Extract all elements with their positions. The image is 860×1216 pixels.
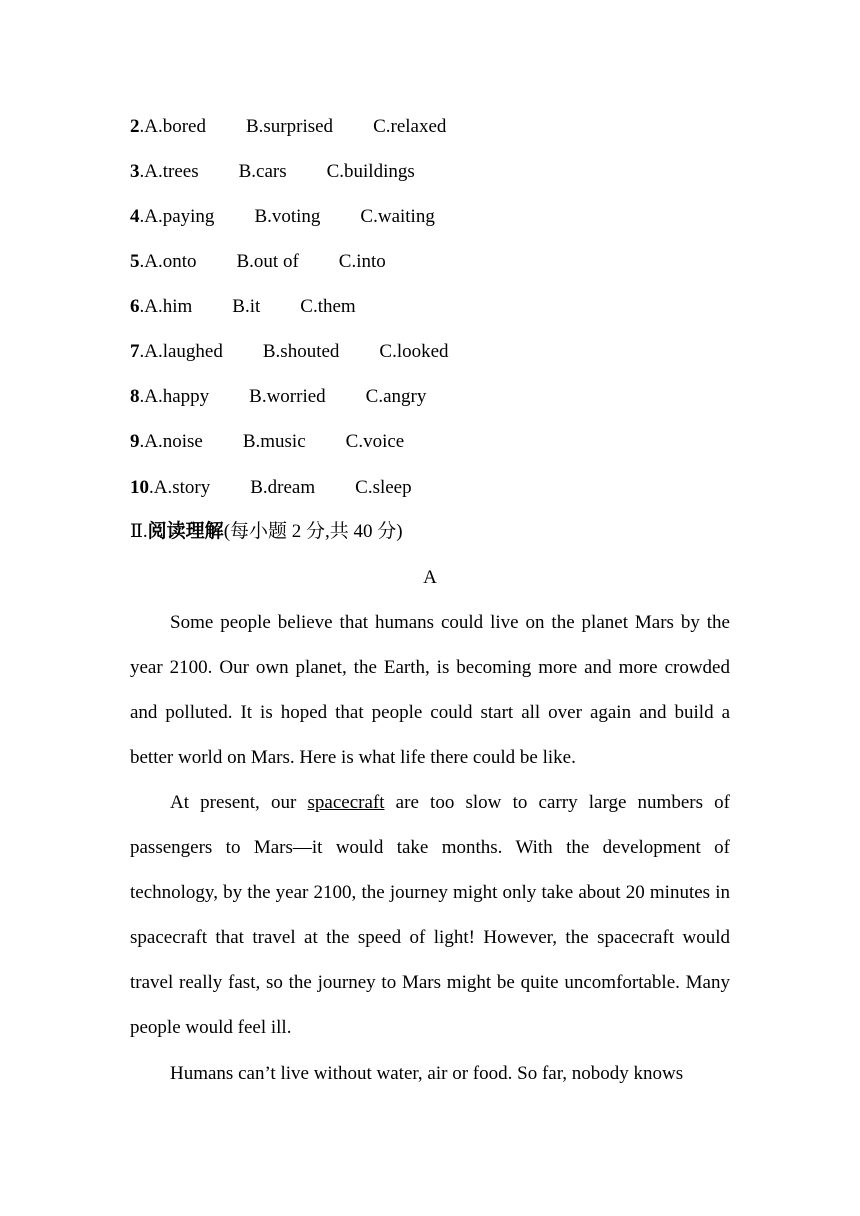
option-b: B.voting	[254, 206, 321, 227]
paragraph-3: Humans can’t live without water, air or food. So far, nobody knows	[170, 1063, 684, 1084]
paragraph-2-start: At present, our	[170, 792, 308, 813]
question-row: 6.A.him B.it C.them	[130, 296, 356, 317]
section-title: 阅读理解	[147, 521, 224, 542]
question-row: 2.A.bored B.surprised C.relaxed	[130, 116, 447, 137]
question-row: 4.A.paying B.voting C.waiting	[130, 206, 435, 227]
question-number: 7	[130, 341, 140, 362]
option-c: C.voice	[345, 431, 405, 452]
option-c: C.sleep	[355, 477, 412, 498]
option-a: A.paying	[144, 206, 215, 227]
section-heading	[130, 520, 403, 544]
question-number: 9	[130, 431, 140, 452]
option-b: B.out of	[236, 251, 299, 272]
question-number: 6	[130, 296, 140, 317]
option-c: C.relaxed	[373, 116, 447, 137]
question-row: 8.A.happy B.worried C.angry	[130, 386, 427, 407]
option-a: A.bored	[144, 116, 206, 137]
paragraph-2-rest: are too slow to carry large numbers of passengers to Mars—it would take months. With the development of technology, by the year 2100, the journey might only take about 20 minutes in spacecraft that travel at the speed of light! However, the spacecraft would travel really fast, so the journey to Mars might be quite uncomfortable. Many people would feel ill.	[130, 792, 730, 1038]
question-number: 3	[130, 161, 140, 182]
question-row: 9.A.noise B.music C.voice	[130, 431, 405, 452]
option-c: C.into	[338, 251, 386, 272]
option-c: C.buildings	[326, 161, 415, 182]
option-b: B.cars	[238, 161, 287, 182]
question-number: 10	[130, 477, 149, 498]
underlined-word: spacecraft	[307, 792, 385, 813]
option-a: A.him	[144, 296, 193, 317]
option-b: B.surprised	[245, 116, 334, 137]
option-a: A.story	[153, 477, 211, 498]
option-c: C.angry	[365, 386, 427, 407]
question-number: 2	[130, 116, 140, 137]
question-row: 7.A.laughed B.shouted C.looked	[130, 341, 449, 362]
question-number: 4	[130, 206, 140, 227]
option-a: A.noise	[144, 431, 203, 452]
paragraph-1: Some people believe that humans could live on the planet Mars by the year 2100. Our own planet, the Earth, is becoming more and more crowded and polluted. It is hoped that people could start all over again and build a better world on Mars. Here is what life there could be like.	[130, 612, 730, 768]
option-c: C.them	[300, 296, 356, 317]
option-b: B.dream	[250, 477, 316, 498]
option-c: C.looked	[379, 341, 449, 362]
question-row: 5.A.onto B.out of C.into	[130, 251, 386, 272]
option-a: A.trees	[144, 161, 199, 182]
option-b: B.it	[232, 296, 261, 317]
section-note: (每小题 2 分,共 40 分)	[223, 521, 403, 542]
option-b: B.worried	[249, 386, 326, 407]
option-a: A.happy	[144, 386, 210, 407]
option-a: A.laughed	[144, 341, 223, 362]
option-c: C.waiting	[360, 206, 435, 227]
question-row: 10.A.story B.dream C.sleep	[130, 477, 412, 498]
section-numeral: Ⅱ.	[130, 521, 148, 542]
question-number: 5	[130, 251, 140, 272]
option-b: B.shouted	[262, 341, 340, 362]
paragraph-2	[130, 780, 730, 1050]
option-b: B.music	[242, 431, 306, 452]
passage-label: A	[423, 567, 437, 588]
option-a: A.onto	[144, 251, 197, 272]
question-number: 8	[130, 386, 140, 407]
question-row: 3.A.trees B.cars C.buildings	[130, 161, 415, 182]
